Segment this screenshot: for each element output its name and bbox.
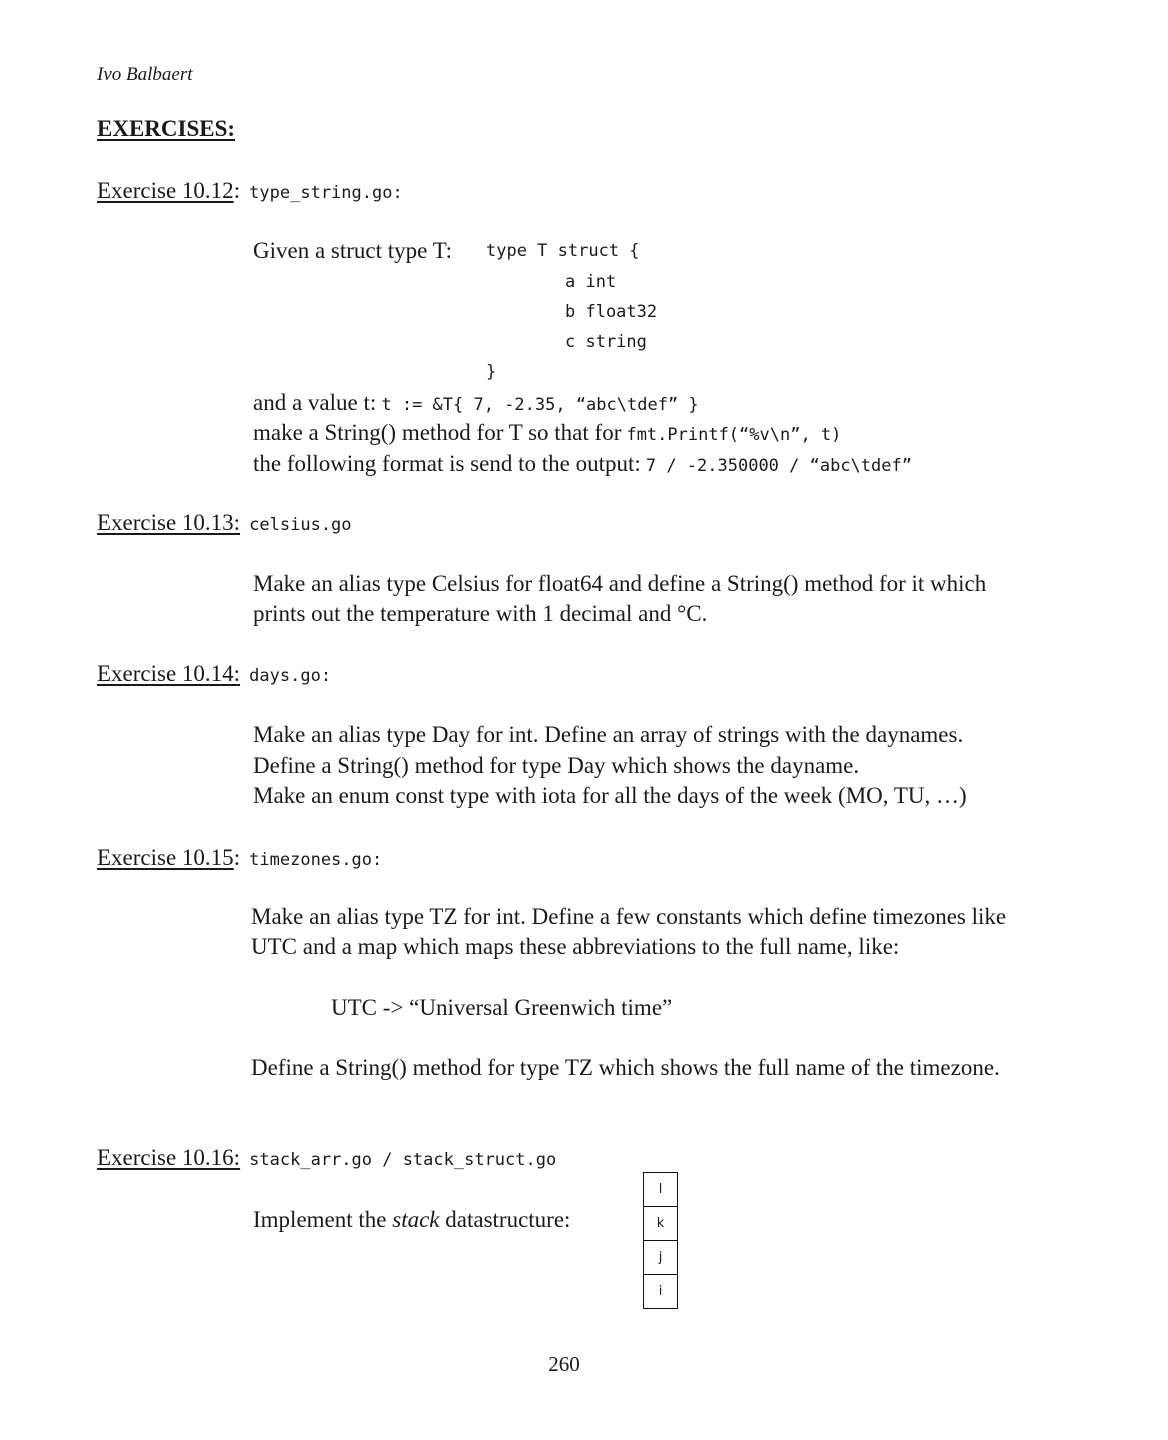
exercise-label: Exercise 10.14:	[97, 661, 241, 686]
italic-stack-word: stack	[392, 1207, 440, 1232]
paragraph-line: Make an alias type Day for int. Define an array of strings with the daynames.	[253, 722, 964, 747]
code-line: b float32	[565, 302, 658, 322]
given-struct-text: Given a struct type T:	[253, 238, 452, 263]
make-method-line	[253, 418, 841, 448]
exercise-10-13-title	[97, 510, 352, 536]
exercise-10-16-title	[97, 1145, 556, 1171]
label-suffix: :	[233, 178, 241, 203]
stack-cell: j	[643, 1240, 678, 1275]
value-line	[253, 388, 699, 418]
output-format-line	[253, 449, 912, 479]
exercise-10-15-title	[97, 843, 382, 873]
exercise-label: Exercise 10.12	[97, 178, 234, 203]
author-header: Ivo Balbaert	[97, 64, 193, 85]
make-code: fmt.Printf(“%v\n”, t)	[626, 425, 842, 445]
filename: celsius.go	[249, 515, 352, 535]
code-line: a int	[565, 272, 617, 292]
section-title: EXERCISES:	[97, 116, 236, 141]
exercise-label: Exercise 10.15	[97, 845, 234, 870]
code-line: }	[486, 362, 497, 382]
paragraph-line: Define a String() method for type Day which shows the dayname.	[253, 753, 860, 778]
value-text: and a value t:	[253, 390, 377, 415]
code-line: type T struct {	[486, 241, 640, 261]
make-text: make a String() method for T so that for	[253, 420, 622, 445]
label-suffix: :	[233, 845, 241, 870]
exercise-10-12-title	[97, 176, 403, 206]
exercise-10-14-title	[97, 661, 331, 687]
filename: days.go:	[249, 666, 332, 686]
stack-cell: i	[643, 1274, 678, 1309]
paragraph-line: Make an alias type Celsius for float64 and define a String() method for it which	[253, 571, 987, 596]
paragraph-line: prints out the temperature with 1 decimal and °C.	[253, 601, 708, 626]
paragraph-line: Make an alias type TZ for int. Define a few constants which define timezones like	[251, 904, 1007, 929]
filename: timezones.go:	[249, 850, 383, 870]
following-text: the following format is send to the output:	[253, 451, 641, 476]
paragraph-line: Make an enum const type with iota for all the days of the week (MO, TU, …)	[253, 783, 967, 808]
page-number: 260	[548, 1352, 580, 1376]
filename: stack_arr.go / stack_struct.go	[249, 1150, 557, 1170]
paragraph: Define a String() method for type TZ which shows the full name of the timezone.	[251, 1055, 1000, 1080]
filename: type_string.go:	[249, 183, 403, 203]
exercise-label: Exercise 10.16:	[97, 1145, 241, 1170]
text-part: datastructure:	[439, 1207, 571, 1232]
text-part: Implement the	[253, 1207, 393, 1232]
stack-instruction	[253, 1205, 570, 1235]
value-code: t := &T{ 7, -2.35, “abc\tdef” }	[381, 395, 699, 415]
stack-cell: l	[643, 1172, 678, 1207]
paragraph-line: UTC and a map which maps these abbreviations to the full name, like:	[251, 934, 900, 959]
exercise-label: Exercise 10.13:	[97, 510, 241, 535]
timezone-example: UTC -> “Universal Greenwich time”	[331, 995, 673, 1020]
stack-cell: k	[643, 1206, 678, 1241]
following-code: 7 / -2.350000 / “abc\tdef”	[645, 456, 912, 476]
code-line: c string	[565, 332, 647, 352]
